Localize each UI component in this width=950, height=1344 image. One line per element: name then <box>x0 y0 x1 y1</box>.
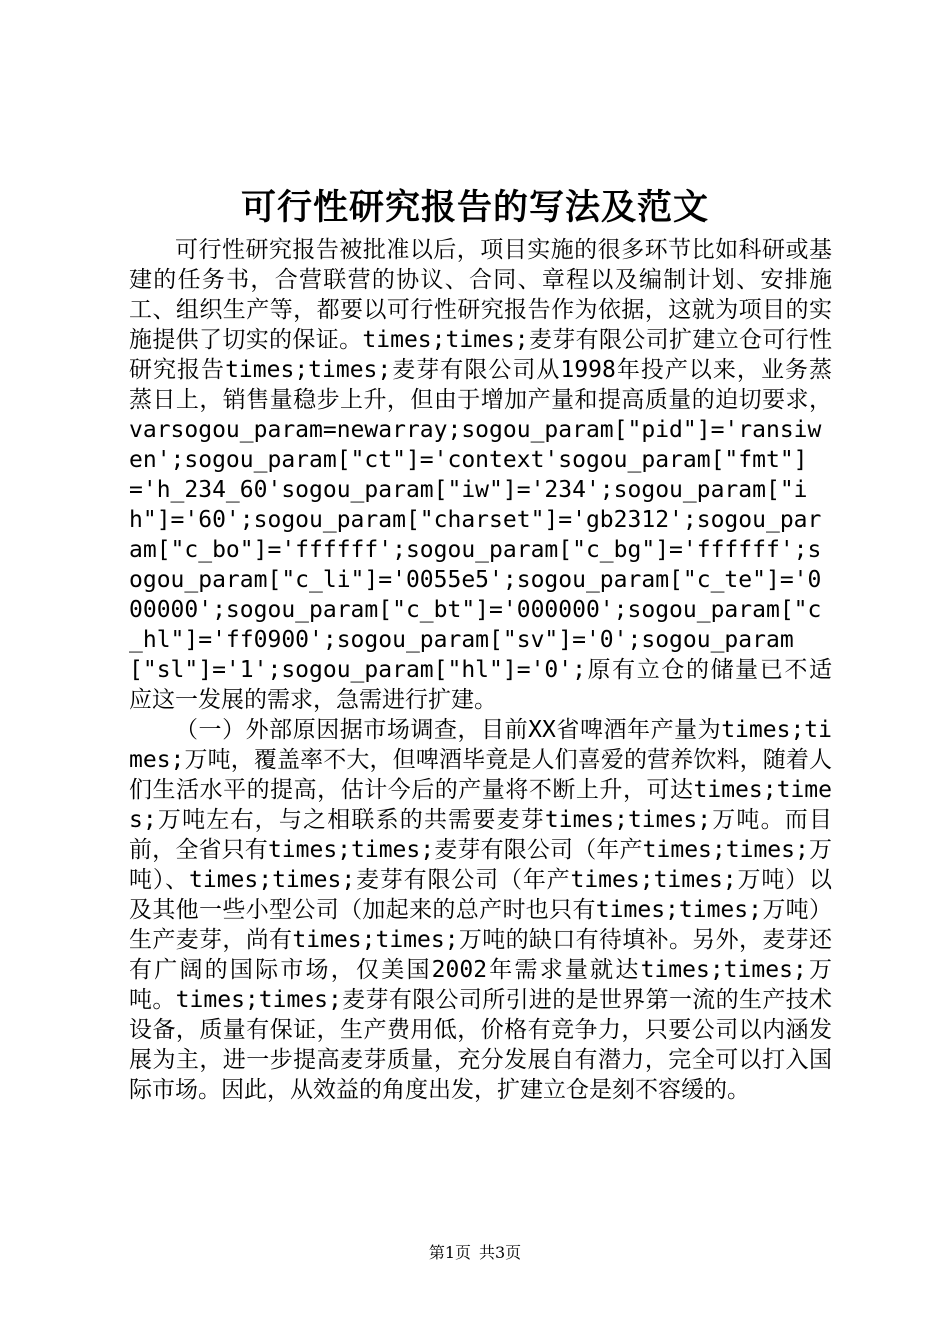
document-body <box>129 235 832 1105</box>
document-title: 可行性研究报告的写法及范文 <box>240 187 709 228</box>
paragraph-2: （一）外部原因据市场调查，目前XX省啤酒年产量为times;times;万吨，覆盖率不大，但啤酒毕竟是人们喜爱的营养饮料，随着人们生活水平的提高，估计今后的产量将不断上升，可达times;times;万吨左右，与之相联系的共需要麦芽times;times;万吨。而目前，全省只有times;times;麦芽有限公司（年产times;times;万吨）、times;times;麦芽有限公司（年产times;times;万吨）以及其他一些小型公司（加起来的总产时也只有times;times;万吨）生产麦芽，尚有times;times;万吨的缺口有待填补。另外，麦芽还有广阔的国际市场，仅美国2002年需求量就达times;times;万吨。times;times;麦芽有限公司所引进的是世界第一流的生产技术设备，质量有保证，生产费用低，价格有竞争力，只要公司以内涵发展为主，进一步提高麦芽质量，充分发展自有潜力，完全可以打入国际市场。因此，从效益的角度出发，扩建立仓是刻不容缓的。 <box>129 717 832 1103</box>
page-footer <box>0 1242 950 1264</box>
page-number: 第1页 <box>428 1243 471 1262</box>
page-total: 共3页 <box>479 1243 522 1262</box>
paragraph-1: 可行性研究报告被批准以后，项目实施的很多环节比如科研或基建的任务书，合营联营的协议、合同、章程以及编制计划、安排施工、组织生产等，都要以可行性研究报告作为依据，这就为项目的实施提供了切实的保证。times;times;麦芽有限公司扩建立仓可行性研究报告times;times;麦芽有限公司从1998年投产以来，业务蒸蒸日上，销售量稳步上升，但由于增加产量和提高质量的迫切要求，varsogou_param=newarray;sogou_param["pid"]='ransiwen';sogou_param["ct"]='context'sogou_param["fmt"]='h_234_60'sogou_param["iw"]='234';sogou_param["ih"]='60';sogou_param["charset"]='gb2312';sogou_param["c_bo"]='ffffff';sogou_param["c_bg"]='ffffff';sogou_param["c_li"]='0055e5';sogou_param["c_te"]='000000';sogou_param["c_bt"]='000000';sogou_param["c_hl"]='ff0900';sogou_param["sv"]='0';sogou_param["sl"]='1';sogou_param["hl"]='0';原有立仓的储量已不适应这一发展的需求，急需进行扩建。 <box>129 237 832 713</box>
